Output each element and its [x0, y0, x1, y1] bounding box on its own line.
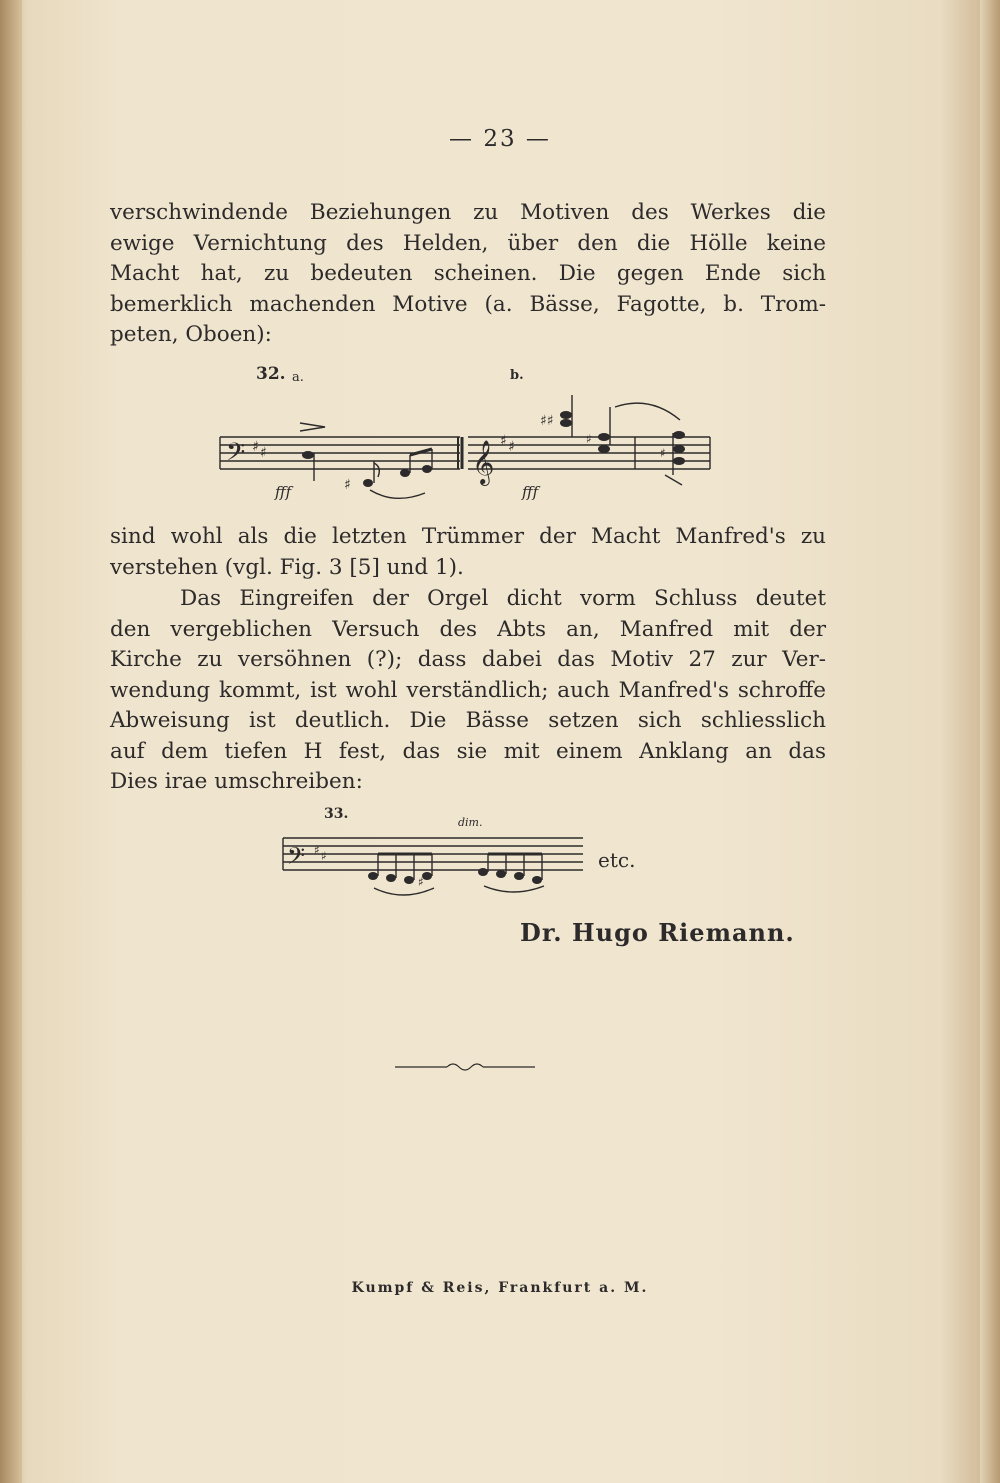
paragraph-line: Das Eingreifen der Orgel dicht vorm Schluss deutet: [180, 586, 826, 611]
paragraph-2: [110, 522, 826, 583]
music-example-32: [210, 385, 720, 510]
example-32-number: 32.: [256, 364, 286, 384]
paragraph-line: verstehen (vgl. Fig. 3 [5] und 1).: [110, 554, 464, 580]
paragraph-line: bemerklich machenden Motive (a. Bässe, Fagotte, b. Trom-: [110, 291, 826, 317]
paragraph-line: ewige Vernichtung des Helden, über den die Hölle keine: [110, 230, 826, 256]
svg-text:♯: ♯: [344, 477, 351, 493]
paragraph-line: Abweisung ist deutlich. Die Bässe setzen sich schliesslich: [110, 708, 826, 733]
example-33-number: 33.: [324, 806, 349, 822]
publisher-imprint: Kumpf & Reis, Frankfurt a. M.: [351, 1280, 649, 1296]
book-spine-shadow: [0, 0, 22, 1483]
paragraph-line: den vergeblichen Versuch des Abts an, Manfred mit der: [110, 616, 826, 642]
example-33-etc: etc.: [598, 848, 636, 872]
svg-text:♯: ♯: [321, 849, 327, 863]
paragraph-line: peten, Oboen):: [110, 322, 272, 347]
ornament-divider: [395, 1055, 535, 1075]
paragraph-line: Macht hat, zu bedeuten scheinen. Die gegen Ende sich: [110, 261, 826, 286]
paragraph-line: sind wohl als die letzten Trümmer der Macht Manfred's zu: [110, 524, 826, 549]
paragraph-line: Dies irae umschreiben:: [110, 769, 363, 794]
svg-text:♯: ♯: [508, 439, 515, 455]
svg-text:𝄢: 𝄢: [287, 842, 306, 875]
svg-text:♯: ♯: [252, 439, 259, 455]
paragraph-line: wendung kommt, ist wohl verständlich; auch Manfred's schroffe: [110, 677, 826, 703]
svg-text:♯♯: ♯♯: [540, 413, 554, 429]
example-32-dynamic-a: fff: [275, 483, 292, 501]
example-32-label-a: a.: [292, 370, 304, 385]
svg-text:♯: ♯: [586, 432, 592, 446]
svg-text:♯: ♯: [260, 445, 267, 461]
example-33-dynamic: dim.: [458, 816, 483, 829]
svg-text:♯: ♯: [660, 446, 666, 460]
svg-text:𝄢: 𝄢: [226, 438, 246, 473]
svg-text:♯: ♯: [314, 843, 320, 857]
paragraph-line: auf dem tiefen H fest, das sie mit einem Anklang an das: [110, 738, 826, 764]
svg-text:♯: ♯: [500, 433, 507, 449]
author-signature: Dr. Hugo Riemann.: [520, 918, 795, 947]
music-example-33: [278, 828, 588, 908]
svg-text:♯: ♯: [418, 875, 424, 889]
paragraph-3: [110, 584, 826, 798]
page-edge-shadow: [980, 0, 1000, 1483]
example-32-label-b: b.: [510, 368, 524, 383]
paragraph-1: [110, 198, 826, 351]
example-32-dynamic-b: fff: [522, 483, 539, 501]
svg-text:𝄞: 𝄞: [472, 440, 495, 484]
paragraph-line: Kirche zu versöhnen (?); dass dabei das Motiv 27 zur Ver-: [110, 647, 826, 672]
page-number: — 23 —: [449, 126, 551, 152]
paragraph-line: verschwindende Beziehungen zu Motiven des Werkes die: [110, 200, 826, 225]
